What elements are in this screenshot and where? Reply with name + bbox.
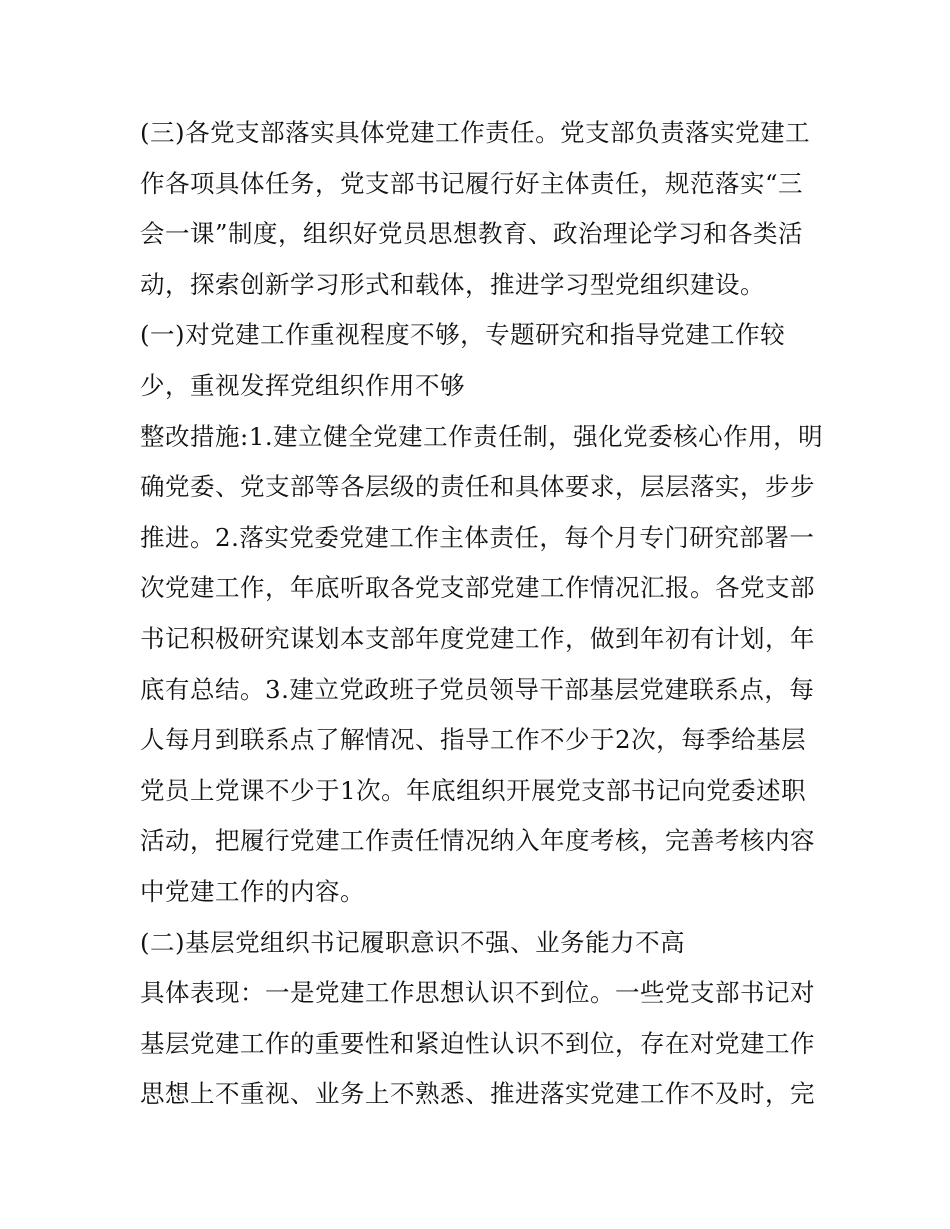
section-heading-line: (二)基层党组织书记履职意识不强、业务能力不高 <box>140 927 686 957</box>
text-line: 党员上党课不少于1次。年底组织开展党支部书记向党委述职 <box>140 775 807 805</box>
text-line: 中党建工作的内容。 <box>140 876 365 906</box>
text-line: 整改措施:1.建立健全党建工作责任制，强化党委核心作用，明 <box>140 421 824 451</box>
text-line: 确党委、党支部等各层级的责任和具体要求，层层落实，步步 <box>140 472 815 502</box>
text-line: (三)各党支部落实具体党建工作责任。党支部负责落实党建工 <box>140 118 811 147</box>
section-heading-line: 少，重视发挥党组织作用不够 <box>140 370 465 400</box>
text-line: 会一课”制度，组织好党员思想教育、政治理论学习和各类活 <box>140 219 804 249</box>
section-heading-line: (一)对党建工作重视程度不够，专题研究和指导党建工作较 <box>140 320 786 350</box>
text-line: 具体表现：一是党建工作思想认识不到位。一些党支部书记对 <box>140 978 815 1008</box>
text-line: 次党建工作，年底听取各党支部党建工作情况汇报。各党支部 <box>140 573 815 603</box>
text-line: 作各项具体任务，党支部书记履行好主体责任，规范落实“三 <box>140 168 804 198</box>
text-line: 书记积极研究谋划本支部年度党建工作，做到年初有计划，年 <box>140 623 815 653</box>
document-body <box>140 108 830 1120</box>
text-line: 活动，把履行党建工作责任情况纳入年度考核，完善考核内容 <box>140 826 815 856</box>
text-line: 基层党建工作的重要性和紧迫性认识不到位，存在对党建工作 <box>140 1028 815 1058</box>
text-line: 人每月到联系点了解情况、指导工作不少于2次，每季给基层 <box>140 725 807 755</box>
text-line: 动，探索创新学习形式和载体，推进学习型党组织建设。 <box>140 269 765 299</box>
text-line: 推进。2.落实党委党建工作主体责任，每个月专门研究部署一 <box>140 522 815 552</box>
text-line: 底有总结。3.建立党政班子党员领导干部基层党建联系点，每 <box>140 674 815 704</box>
text-line: 思想上不重视、业务上不熟悉、推进落实党建工作不及时，完 <box>140 1079 815 1109</box>
